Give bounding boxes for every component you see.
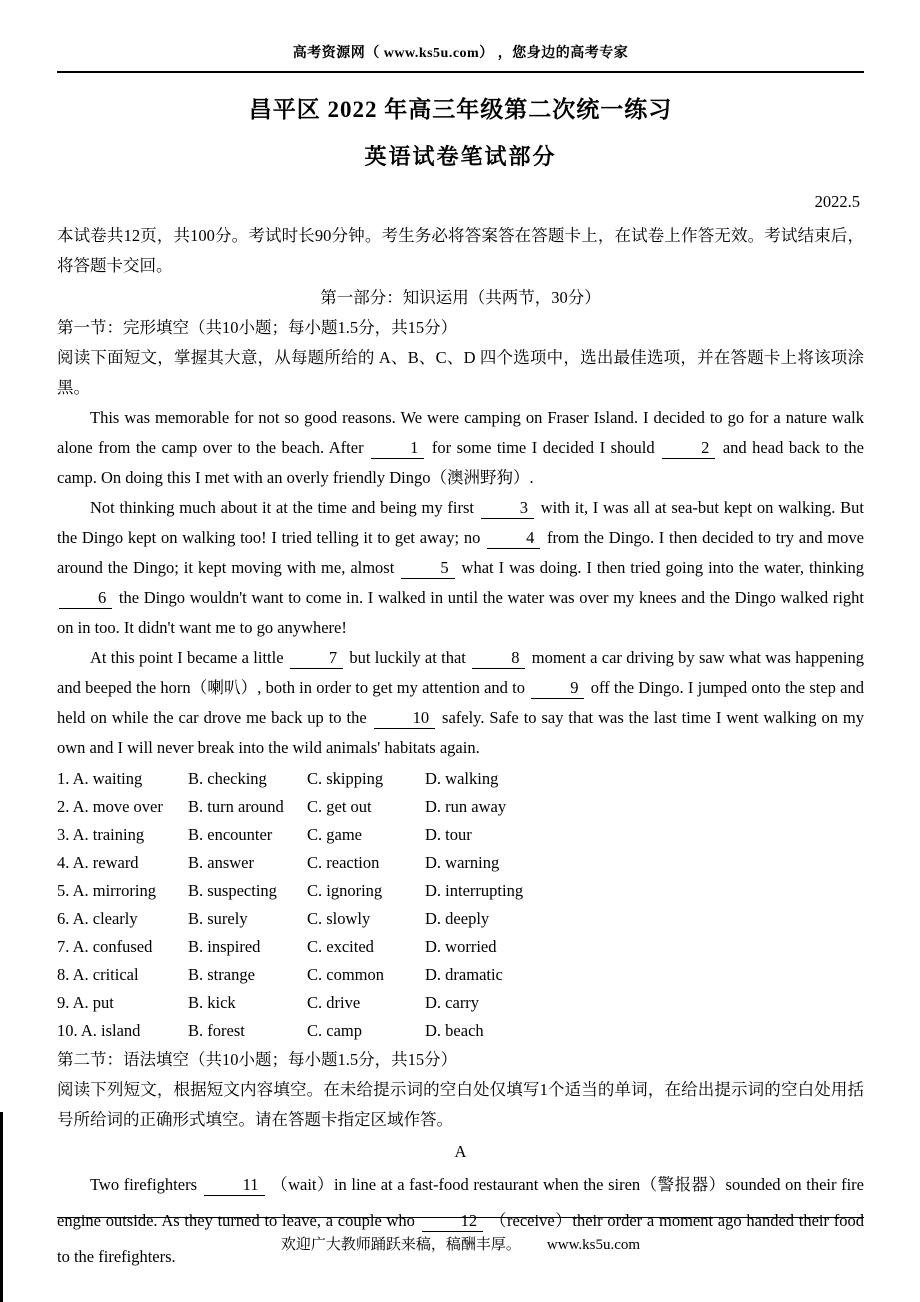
option-9b: B. kick (188, 993, 236, 1012)
cloze-blank: 2 (662, 439, 715, 459)
option-8c: C. common (307, 965, 384, 984)
option-5d: D. interrupting (425, 881, 524, 900)
option-10c: C. camp (307, 1021, 362, 1040)
section1-heading: 第一节：完形填空（共10小题；每小题1.5分，共15分） (57, 318, 458, 337)
option-10a: 10. A. island (57, 1021, 141, 1040)
option-row-6 (57, 905, 864, 933)
option-2a: 2. A. move over (57, 797, 163, 816)
option-7d: D. worried (425, 937, 497, 956)
passage-text: （wait）in line at a fast-food restaurant when the siren（警报器）sounded on their fire engine outside. As they turned to leave, a couple who (57, 1175, 864, 1230)
cloze-paragraph-1 (57, 403, 864, 493)
passage-text: （receive）their order a moment ago handed their food to the firefighters. (57, 1211, 864, 1266)
cloze-blank: 3 (481, 499, 534, 519)
option-8b: B. strange (188, 965, 255, 984)
option-4c: C. reaction (307, 853, 380, 872)
option-row-8 (57, 961, 864, 989)
option-10d: D. beach (425, 1021, 484, 1040)
option-row-9 (57, 989, 864, 1017)
cloze-blank: 12 (422, 1212, 484, 1232)
option-4b: B. answer (188, 853, 254, 872)
passage-a-label: A (454, 1142, 467, 1161)
footer-url: www.ks5u.com (546, 1237, 641, 1253)
cloze-blank: 10 (374, 709, 436, 729)
option-7b: B. inspired (188, 937, 261, 956)
header-banner (57, 42, 864, 73)
cloze-paragraph-2 (57, 493, 864, 643)
option-row-4 (57, 849, 864, 877)
passage-text: what I was doing. I then tried going into the water, thinking (456, 558, 864, 577)
option-9d: D. carry (425, 993, 480, 1012)
cloze-blank: 6 (59, 589, 112, 609)
passage-text: from the Dingo. I then decided to try and move around the Dingo; it kept moving with me, almost (57, 528, 864, 577)
option-5c: C. ignoring (307, 881, 383, 900)
cloze-options-table (57, 765, 864, 1045)
passage-text: Two firefighters (90, 1175, 202, 1194)
passage-text: This was memorable for not so good reasons. We were camping on Fraser Island. I decided to go for a nature walk alone from the camp over to the beach. After (57, 408, 864, 457)
option-1d: D. walking (425, 769, 499, 788)
exam-date: 2022.5 (814, 192, 860, 211)
option-row-5 (57, 877, 864, 905)
option-3c: C. game (307, 825, 362, 844)
option-8a: 8. A. critical (57, 965, 139, 984)
passage-text: and head back to the camp. On doing this I met with an overly friendly Dingo（澳洲野狗）. (57, 438, 864, 487)
option-2d: D. run away (425, 797, 507, 816)
option-8d: D. dramatic (425, 965, 503, 984)
passage-text: safely. Safe to say that was the last time I went walking on my own and I will never break into the wild animals' habitats again. (57, 708, 864, 757)
option-5b: B. suspecting (188, 881, 277, 900)
passage-text: the Dingo wouldn't want to come in. I walked in until the water was over my knees and the Dingo walked right on in too. It didn't want me to go anywhere! (57, 588, 864, 637)
option-4d: D. warning (425, 853, 500, 872)
option-row-3 (57, 821, 864, 849)
option-2c: C. get out (307, 797, 372, 816)
passage-text: Not thinking much about it at the time and being my first (90, 498, 479, 517)
cloze-blank: 4 (487, 529, 540, 549)
passage-text: for some time I decided I should (426, 438, 661, 457)
page-subtitle: 英语试卷笔试部分 (364, 144, 557, 169)
option-4a: 4. A. reward (57, 853, 139, 872)
cloze-blank: 9 (531, 679, 584, 699)
option-5a: 5. A. mirroring (57, 881, 156, 900)
option-6b: B. surely (188, 909, 248, 928)
option-6d: D. deeply (425, 909, 490, 928)
option-3d: D. tour (425, 825, 472, 844)
option-3b: B. encounter (188, 825, 273, 844)
cloze-paragraph-3 (57, 643, 864, 763)
option-1c: C. skipping (307, 769, 384, 788)
section1-instruction: 阅读下面短文，掌握其大意，从每题所给的 A、B、C、D 四个选项中，选出最佳选项，并在答题卡上将该项涂黑。 (57, 348, 864, 397)
option-1b: B. checking (188, 769, 267, 788)
option-6c: C. slowly (307, 909, 371, 928)
option-2b: B. turn around (188, 797, 284, 816)
option-row-1 (57, 765, 864, 793)
header-banner-text: 高考资源网（ www.ks5u.com） ，您身边的高考专家 (292, 46, 629, 61)
section2-instruction: 阅读下列短文，根据短文内容填空。在未给提示词的空白处仅填写1个适当的单词，在给出提示词的空白处用括号所给词的正确形式填空。请在答题卡指定区域作答。 (57, 1080, 864, 1129)
cloze-blank: 1 (371, 439, 424, 459)
cloze-blank: 5 (401, 559, 454, 579)
page-title: 昌平区 2022 年高三年级第二次统一练习 (248, 97, 673, 122)
option-1a: 1. A. waiting (57, 769, 143, 788)
part1-heading: 第一部分：知识运用（共两节，30分） (320, 288, 601, 307)
cloze-blank: 8 (472, 649, 525, 669)
footer-banner (57, 1217, 864, 1254)
option-10b: B. forest (188, 1021, 245, 1040)
option-6a: 6. A. clearly (57, 909, 138, 928)
option-3a: 3. A. training (57, 825, 145, 844)
scan-artifact-line (0, 1112, 3, 1302)
option-9a: 9. A. put (57, 993, 114, 1012)
cloze-blank: 11 (204, 1176, 265, 1196)
passage-text: moment a car driving by saw what was happening and beeped the horn（喇叭）, both in order to get my attention and to (57, 648, 865, 697)
footer-note: 欢迎广大教师踊跃来稿，稿酬丰厚。 (280, 1237, 521, 1253)
passage-text: with it, I was all at sea-but kept on walking. But the Dingo kept on walking too! I tried telling it to get away; no (57, 498, 864, 547)
passage-text: but luckily at that (345, 648, 471, 667)
passage-text: At this point I became a little (90, 648, 288, 667)
section2-heading: 第二节：语法填空（共10小题；每小题1.5分，共15分） (57, 1050, 458, 1069)
option-7c: C. excited (307, 937, 374, 956)
exam-intro: 本试卷共12页，共100分。考试时长90分钟。考生务必将答案答在答题卡上，在试卷上作答无效。考试结束后，将答题卡交回。 (57, 226, 864, 275)
cloze-blank: 7 (290, 649, 343, 669)
passage-text: off the Dingo. I jumped onto the step and held on while the car drove me back up to the (57, 678, 864, 727)
option-7a: 7. A. confused (57, 937, 153, 956)
option-9c: C. drive (307, 993, 361, 1012)
option-row-10 (57, 1017, 864, 1045)
option-row-7 (57, 933, 864, 961)
option-row-2 (57, 793, 864, 821)
